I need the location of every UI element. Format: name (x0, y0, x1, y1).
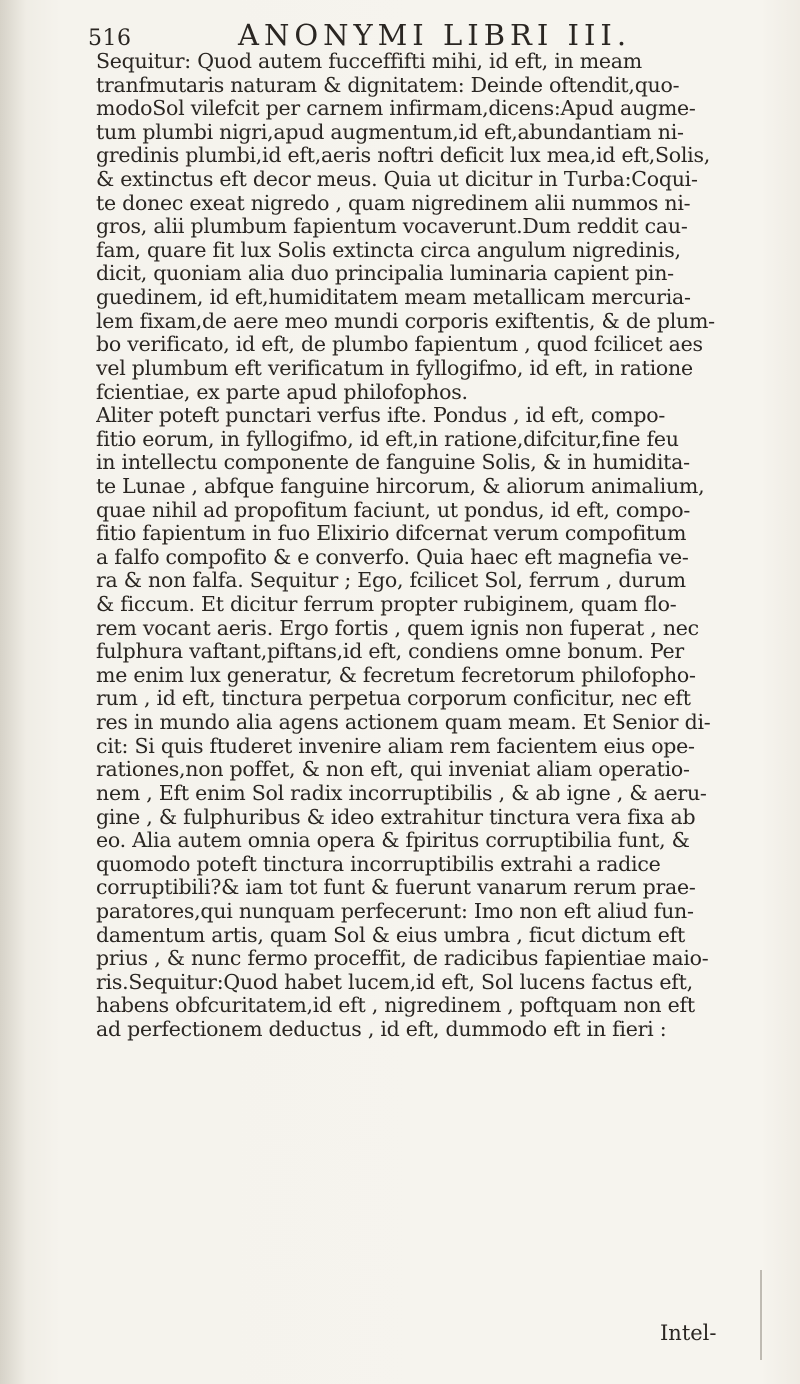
text-line: gine , & fulphuribus & ideo extrahitur tinctura vera fixa ab (96, 805, 696, 829)
catchword: Intel- (660, 1321, 717, 1345)
text-line: Aliter poteft punctari verfus ifte. Pondus , id eft, compo- (96, 404, 665, 428)
text-line: rum , id eft, tinctura perpetua corporum conficitur, nec eft (96, 687, 691, 711)
text-line: fulphura vaftant,piftans,id eft, condiens omne bonum. Per (96, 640, 684, 664)
text-line: paratores,qui nunquam perfecerunt: Imo non eft aliud fun- (96, 899, 694, 923)
text-line: ris.Sequitur:Quod habet lucem,id eft, Sol lucens factus eft, (96, 970, 693, 994)
text-line: corruptibili?& iam tot funt & fuerunt vanarum rerum prae- (96, 876, 696, 900)
text-line: guedinem, id eft,humiditatem meam metallicam mercuria- (96, 286, 691, 310)
text-line: fam, quare fit lux Solis extincta circa angulum nigredinis, (96, 238, 681, 262)
text-line: gredinis plumbi,id eft,aeris noftri deficit lux mea,id eft,Solis, (96, 144, 710, 168)
running-head: ANONYMI LIBRI III. (238, 18, 632, 52)
text-line: dicit, quoniam alia duo principalia luminaria capient pin- (96, 262, 674, 286)
text-line: modoSol vilefcit per carnem infirmam,dicens:Apud augme- (96, 97, 696, 121)
body-text (96, 50, 748, 1360)
text-line: te Lunae , abfque fanguine hircorum, & aliorum animalium, (96, 474, 705, 498)
text-line: fitio fapientum in fuo Elixirio difcernat verum compofitum (96, 522, 687, 546)
text-line: te donec exeat nigredo , quam nigredinem alii nummos ni- (96, 191, 691, 215)
text-line: tum plumbi nigri,apud augmentum,id eft,abundantiam ni- (96, 120, 684, 144)
text-line: prius , & nunc fermo proceffit, de radicibus fapientiae maio- (96, 947, 709, 971)
page-edge-mark (760, 1270, 762, 1360)
text-line: damentum artis, quam Sol & eius umbra , ficut dictum eft (96, 923, 685, 947)
text-line: quomodo poteft tinctura incorruptibilis extrahi a radice (96, 852, 661, 876)
text-line: quae nihil ad propofitum faciunt, ut pondus, id eft, compo- (96, 498, 691, 522)
text-line: & ficcum. Et dicitur ferrum propter rubiginem, quam flo- (96, 593, 677, 617)
text-line: rationes,non poffet, & non eft, qui inveniat aliam operatio- (96, 758, 690, 782)
text-line: fitio eorum, in fyllogifmo, id eft,in ratione,difcitur,fine feu (96, 427, 679, 451)
text-line: & extinctus eft decor meus. Quia ut dicitur in Turba:Coqui- (96, 168, 698, 192)
text-line: eo. Alia autem omnia opera & fpiritus corruptibilia funt, & (96, 829, 690, 853)
text-line: bo verificato, id eft, de plumbo fapientum , quod fcilicet aes (96, 333, 703, 357)
text-line: habens obfcuritatem,id eft , nigredinem , poftquam non eft (96, 994, 695, 1018)
text-line: fcientiae, ex parte apud philofophos. (96, 380, 468, 404)
text-line: a falfo compofito & e converfo. Quia haec eft magnefia ve- (96, 545, 689, 569)
text-line: ad perfectionem deductus , id eft, dummodo eft in fieri : (96, 1017, 667, 1041)
text-line: me enim lux generatur, & fecretum fecretorum philofopho- (96, 663, 696, 687)
text-line: res in mundo alia agens actionem quam meam. Et Senior di- (96, 711, 711, 735)
text-line: nem , Eft enim Sol radix incorruptibilis , & ab igne , & aeru- (96, 781, 707, 805)
binding-gutter-shadow (0, 0, 26, 1384)
text-line: in intellectu componente de fanguine Solis, & in humidita- (96, 451, 690, 475)
text-line: cit: Si quis ftuderet invenire aliam rem facientem eius ope- (96, 734, 695, 758)
text-line: vel plumbum eft verificatum in fyllogifmo, id eft, in ratione (96, 356, 693, 380)
text-line: lem fixam,de aere meo mundi corporis exiftentis, & de plum- (96, 309, 715, 333)
text-line: tranfmutaris naturam & dignitatem: Deinde oftendit,quo- (96, 73, 680, 97)
text-line: ra & non falfa. Sequitur ; Ego, fcilicet Sol, ferrum , durum (96, 569, 686, 593)
page-number: 516 (88, 26, 132, 51)
text-line: rem vocant aeris. Ergo fortis , quem ignis non fuperat , nec (96, 616, 699, 640)
text-line: gros, alii plumbum fapientum vocaverunt.Dum reddit cau- (96, 215, 688, 239)
text-line: Sequitur: Quod autem fucceffifti mihi, id eft, in meam (96, 50, 642, 73)
